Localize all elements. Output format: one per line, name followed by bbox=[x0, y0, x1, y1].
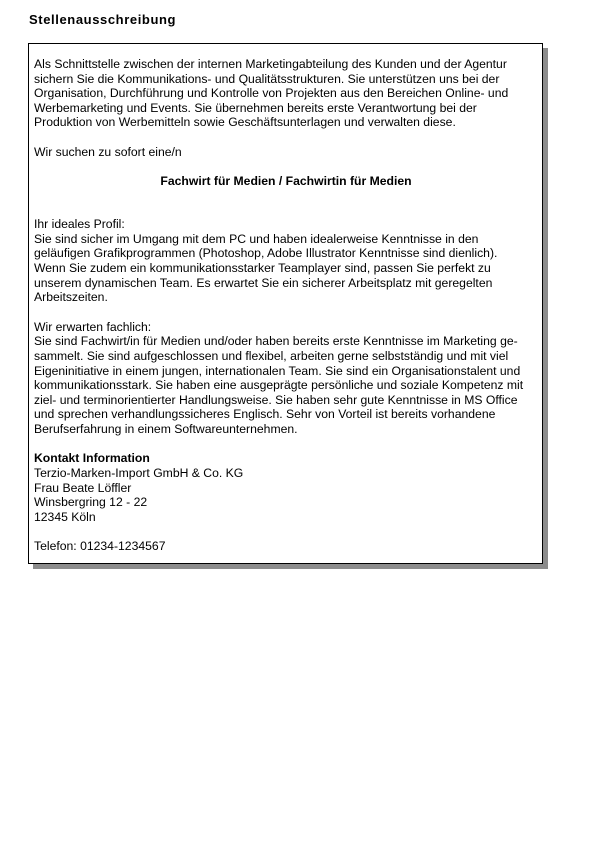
contact-phone: Telefon: 01234-1234567 bbox=[34, 539, 166, 554]
intro-paragraph: Als Schnittstelle zwischen der internen Marketingabteilung des Kunden und der Agentur sichern Sie die Kommunikations- und Qualitätsstrukturen. Sie unterstützen uns bei der Organisation, Durchführung und Kontrolle von Projekten aus den Bereichen Online- und Werbemarketing und Events. Sie übernehmen bereits erste Verantwortung bei der Produktion von Werbemitteln sowie Geschäftsunterlagen und verwalten diese. bbox=[34, 57, 509, 130]
spacer bbox=[34, 305, 538, 320]
spacer bbox=[34, 130, 538, 145]
search-line: Wir suchen zu sofort eine/n bbox=[34, 144, 182, 159]
contact-heading: Kontakt Information bbox=[34, 451, 150, 466]
contact-street: Winsbergring 12 - 22 bbox=[34, 495, 148, 510]
job-ad-box bbox=[28, 43, 543, 564]
job-title: Fachwirt für Medien / Fachwirtin für Medien bbox=[160, 173, 412, 188]
spacer bbox=[34, 436, 538, 451]
contact-company: Terzio-Marken-Import GmbH & Co. KG bbox=[34, 466, 244, 481]
expectations-paragraph: Sie sind Fachwirt/in für Medien und/oder haben bereits erste Kenntnisse im Marketing ge- sammelt. Sie sind aufgeschlossen und flexibel, arbeiten gerne selbstständig und mit viel Eigeninitiative in einem jungen, internationalen Team. Sie sind ein Organisationstalent und kommunikationsstark. Sie haben eine ausgeprägte persönliche und soziale Kompetenz mit ziel- und terminorientierter Handlungsweise. Sie haben sehr gute Kenntnisse in MS Office und sprechen verhandlungssicheres Englisch. Sehr von Vorteil ist bereits vorhandene Berufserfahrung in einem Softwareunternehmen. bbox=[34, 334, 524, 436]
page-title: Stellenausschreibung bbox=[29, 12, 177, 27]
contact-person: Frau Beate Löffler bbox=[34, 480, 132, 495]
expectations-heading: Wir erwarten fachlich: bbox=[34, 319, 152, 334]
profile-paragraph: Sie sind sicher im Umgang mit dem PC und haben idealerweise Kenntnisse in den geläufigen Grafikprogrammen (Photoshop, Adobe Illustrator Kenntnisse sind dienlich). Wenn Sie zudem ein kommunikationsstarker Teamplayer sind, passen Sie perfekt zu unserem dynamischen Team. Es erwartet Sie ein sicherer Arbeitsplatz mit geregelten Arbeitszeiten. bbox=[34, 231, 498, 305]
profile-heading: Ihr ideales Profil: bbox=[34, 217, 125, 232]
spacer bbox=[34, 188, 538, 217]
spacer bbox=[34, 524, 538, 539]
contact-city: 12345 Köln bbox=[34, 509, 96, 524]
